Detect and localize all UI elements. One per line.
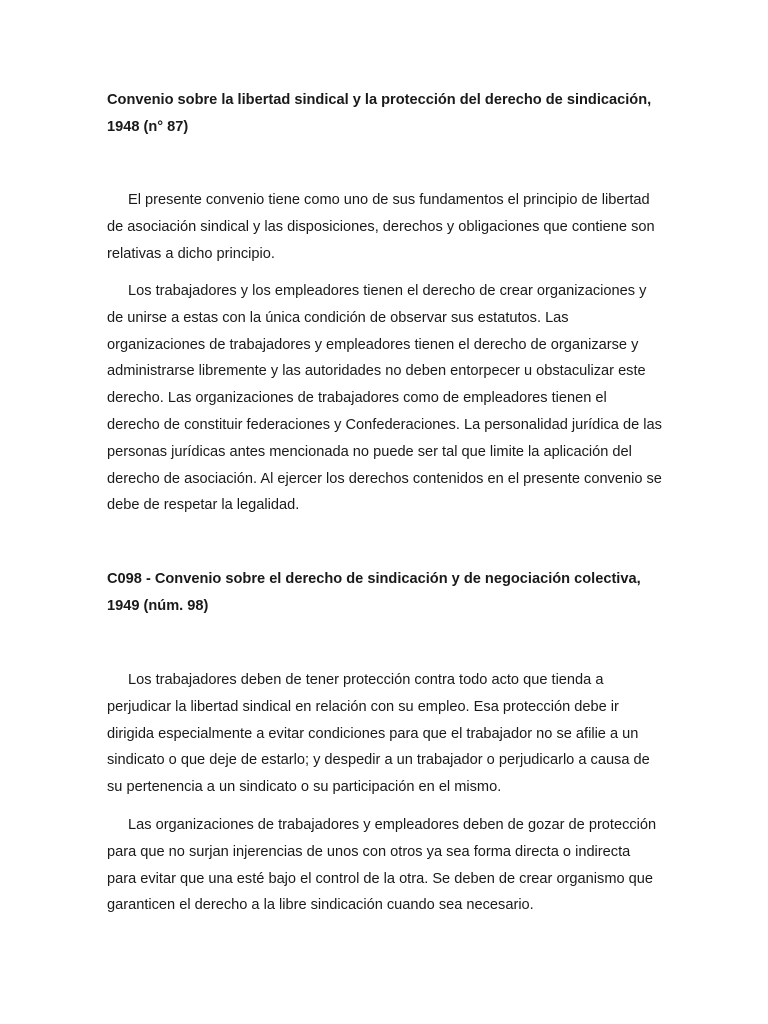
paragraph: Los trabajadores y los empleadores tienen el derecho de crear organizaciones y de unirse a estas con la única condición de observar sus estatutos. Las organizaciones de trabajadores y empleadores tienen el derecho de organizarse y administrarse libremente y las autoridades no deben entorpecer u obstaculizar este derecho. Las organizaciones de trabajadores como de empleadores tienen el derecho de constituir federaciones y Confederaciones. La personalidad jurídica de las personas jurídicas antes mencionada no puede ser tal que limite la aplicación del derecho de asociación. Al ejercer los derechos contenidos en el presente convenio se debe de respetar la legalidad. [107,283,662,514]
section-heading-convenio-98: C098 - Convenio sobre el derecho de sindicación y de negociación colectiva, 1949 (núm. 98) [107,571,641,614]
paragraph: El presente convenio tiene como uno de sus fundamentos el principio de libertad de asociación sindical y las disposiciones, derechos y obligaciones que contiene son relativas a dicho principio. [107,192,655,262]
section-heading-convenio-87: Convenio sobre la libertad sindical y la protección del derecho de sindicación, 1948 (n° 87) [107,92,652,135]
paragraph: Los trabajadores deben de tener protección contra todo acto que tienda a perjudicar la libertad sindical en relación con su empleo. Esa protección debe ir dirigida especialmente a evitar condiciones para que el trabajador no se afilie a un sindicato o que deje de estarlo; y despedir a un trabajador o perjudicarlo a causa de su pertenencia a un sindicato o su participación en el mismo. [107,672,650,796]
paragraph: Las organizaciones de trabajadores y empleadores deben de gozar de protección para que no surjan injerencias de unos con otros ya sea forma directa o indirecta para evitar que una esté bajo el control de la otra. Se deben de crear organismo que garanticen el derecho a la libre sindicación cuando sea necesario. [107,817,657,914]
